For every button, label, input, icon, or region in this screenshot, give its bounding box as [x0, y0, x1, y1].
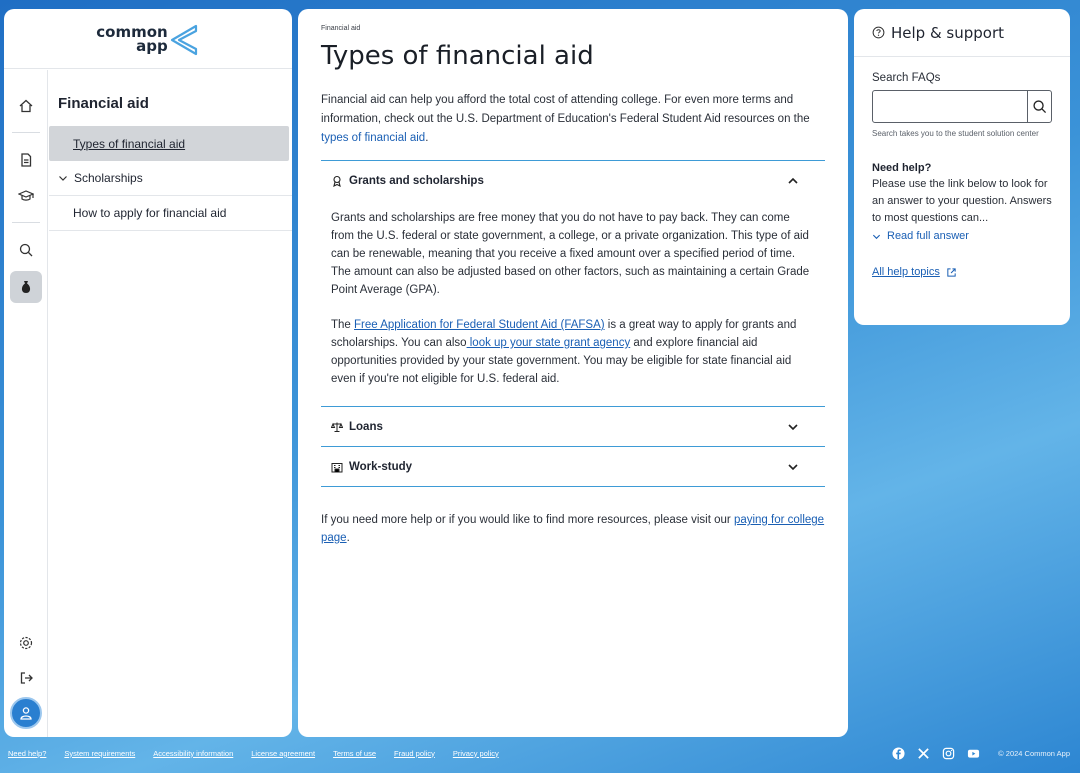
external-link-icon [946, 267, 957, 278]
read-full-answer-button[interactable]: Read full answer [872, 230, 1052, 242]
instagram-icon[interactable] [942, 747, 955, 760]
accordion-header-grants[interactable]: Grants and scholarships [321, 161, 825, 201]
graduation-cap-icon[interactable] [10, 180, 42, 212]
faq-search-button[interactable] [1027, 91, 1051, 122]
breadcrumb[interactable]: Financial aid [321, 25, 361, 32]
social-links [892, 747, 1070, 760]
types-of-financial-aid-link[interactable]: types of financial aid [321, 132, 426, 144]
intro-paragraph: Financial aid can help you afford the total cost of attending college. For even more terms and information, check out the U.S. Department of Education's Federal Student Aid resources on the types of financial aid. [321, 94, 810, 144]
question-circle-icon [872, 26, 885, 39]
common-app-logo[interactable] [96, 22, 199, 56]
sidebar [4, 9, 292, 737]
footer-link-fraud[interactable]: Fraud policy [394, 748, 435, 758]
page-title: Types of financial aid [321, 41, 594, 71]
chevron-up-icon [787, 175, 799, 187]
nav-item-how-to-apply[interactable]: How to apply for financial aid [49, 196, 292, 231]
footer-link-system-requirements[interactable]: System requirements [64, 748, 136, 758]
nav-item-types-of-financial-aid[interactable]: Types of financial aid [49, 126, 289, 161]
user-avatar-icon[interactable] [10, 697, 42, 729]
award-ribbon-icon [331, 175, 343, 187]
rail-divider [12, 222, 40, 223]
sign-out-icon[interactable] [10, 662, 42, 694]
footer-link-terms[interactable]: Terms of use [333, 748, 376, 758]
scale-icon [331, 421, 343, 433]
footer-link-license[interactable]: License agreement [251, 748, 316, 758]
chevron-down-icon [787, 461, 799, 473]
rail-divider [12, 132, 40, 133]
need-help-text: Please use the link below to look for an answer to your question. Answers to most questions can... [872, 178, 1052, 224]
grants-paragraph: Grants and scholarships are free money that you do not have to pay back. They can come from the U.S. federal or state government, a college, or a private organization. This type of aid can be renewable, meaning that you receive a fixed amount over a specified period of time. The amount can also be adjusted based on other factors, such as maintaining a certain Grade Point Average (GPA). [331, 212, 810, 296]
chevron-down-icon [58, 173, 68, 183]
search-hint: Search takes you to the student solution center [872, 129, 1039, 138]
faq-search-box [872, 90, 1052, 123]
search-icon[interactable] [10, 234, 42, 266]
logo-text-line1: common [96, 22, 168, 41]
search-icon [1032, 99, 1047, 114]
accordion-header-work-study[interactable]: Work-study [321, 447, 825, 487]
footer [8, 745, 1070, 761]
x-twitter-icon[interactable] [917, 747, 930, 760]
outro-paragraph: If you need more help or if you would like to find more resources, please visit our paying for college page. [321, 514, 825, 544]
settings-gear-icon[interactable] [10, 627, 42, 659]
faq-search-input[interactable] [873, 91, 1027, 122]
section-nav [49, 70, 292, 231]
accordion-body-grants [321, 201, 825, 407]
fafsa-paragraph: The Free Application for Federal Student Aid (FAFSA) is a great way to apply for grants and scholarships. You can also look up your state grant agency and explore financial aid opportunities provided by your state government. You may be eligible for state financial aid even if you're not eligible for U.S. federal aid. [331, 319, 797, 385]
footer-links [8, 749, 499, 758]
help-support-panel [854, 9, 1070, 325]
chevron-down-icon [787, 421, 799, 433]
help-title: Help & support [891, 23, 1005, 42]
paying-for-college-link[interactable]: paying for college page [321, 514, 825, 544]
chevron-down-icon [872, 232, 881, 241]
accordion-header-loans[interactable]: Loans [321, 407, 825, 447]
logo-area [4, 9, 292, 69]
search-faqs-label: Search FAQs [872, 72, 941, 84]
facebook-icon[interactable] [892, 747, 905, 760]
all-help-topics-link[interactable]: All help topics [872, 266, 1052, 278]
money-bag-icon[interactable] [10, 271, 42, 303]
youtube-icon[interactable] [967, 747, 980, 760]
main-content [298, 9, 848, 737]
building-icon [331, 461, 343, 473]
state-grant-agency-link[interactable]: look up your state grant agency [466, 337, 631, 349]
accordion [321, 160, 825, 487]
help-header [854, 9, 1070, 57]
fafsa-link[interactable]: Free Application for Federal Student Aid (FAFSA) [354, 319, 605, 331]
icon-rail [4, 70, 48, 737]
logo-text-line2: app [136, 36, 168, 55]
copyright: © 2024 Common App [998, 748, 1070, 758]
document-icon[interactable] [10, 144, 42, 176]
logo-mark-icon [170, 22, 200, 56]
footer-link-privacy[interactable]: Privacy policy [452, 748, 499, 758]
footer-link-accessibility[interactable]: Accessibility information [153, 748, 234, 758]
footer-link-need-help[interactable]: Need help? [8, 748, 47, 758]
nav-title: Financial aid [58, 95, 149, 112]
need-help-title: Need help? [872, 162, 932, 174]
nav-item-scholarships[interactable]: Scholarships [49, 161, 292, 196]
home-icon[interactable] [10, 90, 42, 122]
